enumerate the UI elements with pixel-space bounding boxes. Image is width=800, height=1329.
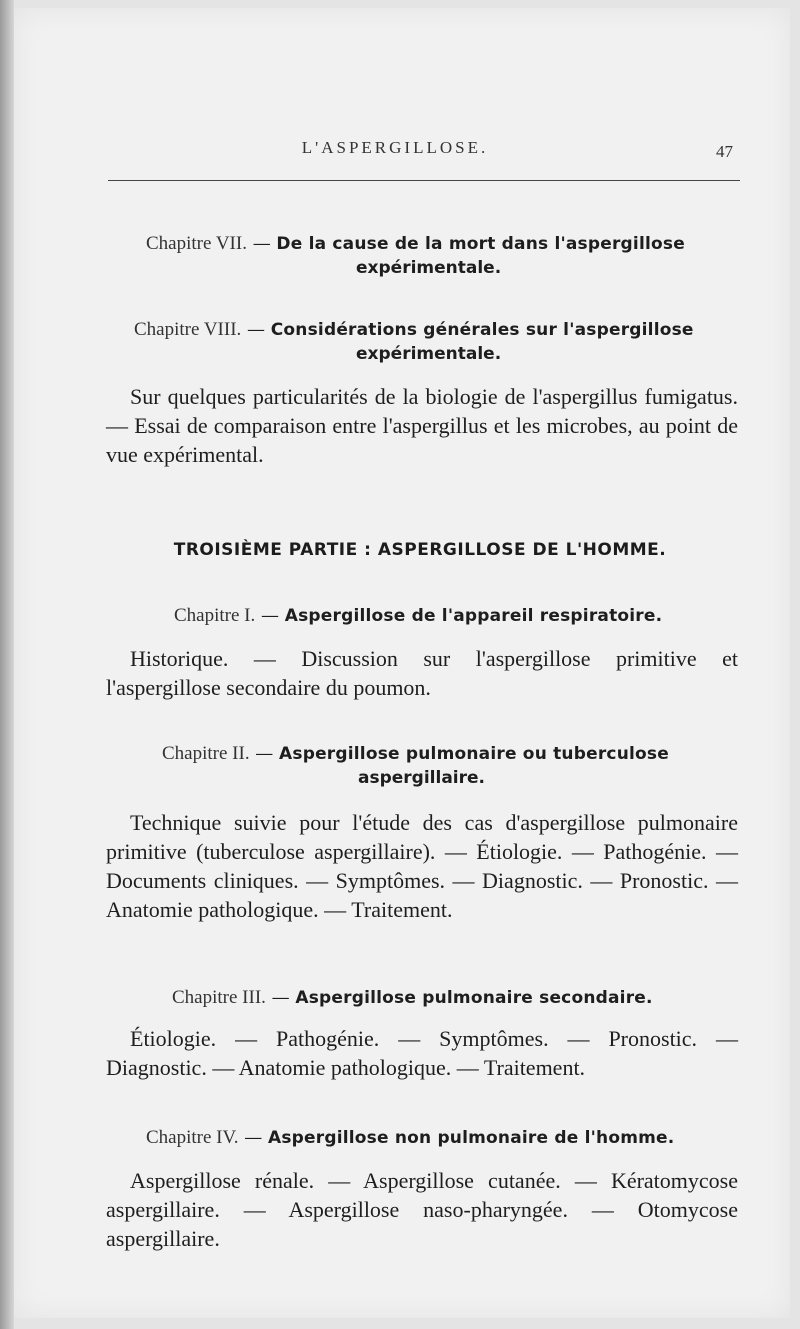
chapter-ii-summary: Technique suivie pour l'étude des cas d'aspergillose pulmonaire primitive (tuberculose aspergillaire). — Étiologie. — Pathogénie. — Documents cliniques. — Symptômes. — Diagnostic. — Pronostic. — Anatomie pathologique. — Traitement. [106, 810, 738, 922]
chapter-label: Chapitre VIII. [134, 319, 242, 340]
page-number: 47 [716, 142, 733, 161]
part-title: TROISIÈME PARTIE : ASPERGILLOSE DE L'HOMME. [173, 540, 667, 560]
chapter-viii-heading [134, 318, 734, 366]
running-title: L'ASPERGILLOSE. [301, 138, 489, 157]
chapter-iii-summary: Étiologie. — Pathogénie. — Symptômes. — Pronostic. — Diagnostic. — Anatomie pathologique. — Traitement. [106, 1026, 738, 1080]
chapter-dash: — [238, 1127, 268, 1148]
chapter-label: Chapitre II. [162, 743, 250, 764]
chapter-ii-heading [162, 742, 742, 790]
chapter-title: Aspergillose de l'appareil respiratoire. [284, 606, 663, 626]
chapter-iv-heading [146, 1126, 736, 1150]
chapter-dash: — [241, 319, 271, 340]
chapter-dash: — [255, 605, 285, 626]
chapter-label: Chapitre VII. [146, 233, 247, 254]
chapter-dash: — [265, 987, 296, 1008]
chapter-title: Aspergillose pulmonaire secondaire. [295, 988, 653, 1008]
chapter-label: Chapitre III. [172, 987, 266, 1008]
chapter-label: Chapitre IV. [146, 1127, 239, 1148]
chapter-dash: — [249, 743, 280, 764]
chapter-title: Considérations générales sur l'aspergillose [270, 320, 694, 340]
chapter-title: De la cause de la mort dans l'aspergillose [276, 234, 685, 254]
chapter-viii-summary: Sur quelques particularités de la biologie de l'aspergillus fumigatus. — Essai de comparaison entre l'aspergillus et les microbes, au point de vue expérimental. [106, 384, 738, 467]
chapter-label: Chapitre I. [174, 605, 256, 626]
header-rule [108, 180, 740, 181]
chapter-title-cont: aspergillaire. [358, 768, 485, 788]
chapter-title-cont: expérimentale. [356, 344, 502, 364]
chapter-iv-summary: Aspergillose rénale. — Aspergillose cutanée. — Kératomycose aspergillaire. — Aspergillose naso-pharyngée. — Otomycose aspergillaire. [106, 1168, 738, 1251]
scan-left-edge [0, 0, 14, 1329]
chapter-title-cont: expérimentale. [356, 258, 502, 278]
chapter-i-summary: Historique. — Discussion sur l'aspergillose primitive et l'aspergillose secondaire du poumon. [106, 646, 738, 700]
chapter-iii-heading [172, 986, 732, 1010]
chapter-i-heading [174, 604, 734, 628]
chapter-title: Aspergillose pulmonaire ou tuberculose [279, 744, 669, 764]
chapter-dash: — [246, 233, 277, 254]
chapter-title: Aspergillose non pulmonaire de l'homme. [267, 1128, 675, 1148]
chapter-vii-heading [146, 232, 726, 280]
